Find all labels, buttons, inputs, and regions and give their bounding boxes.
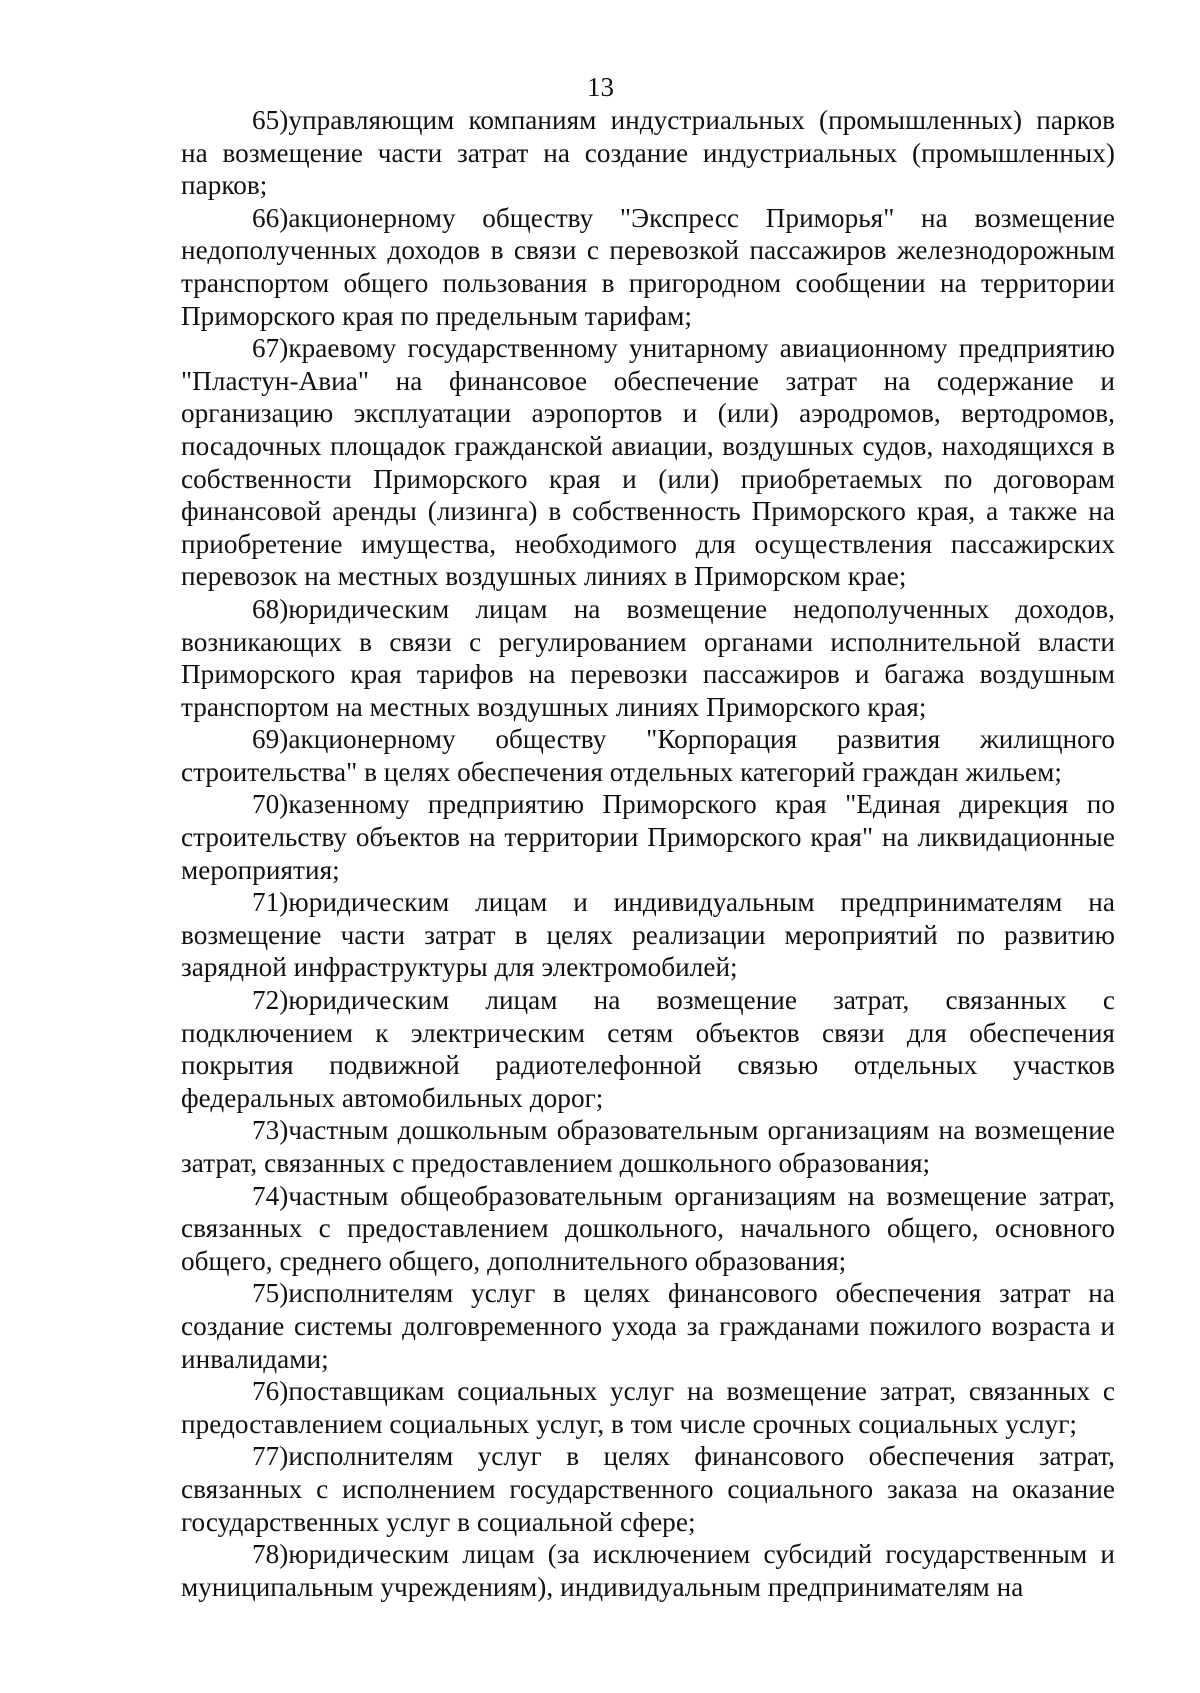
list-item-73: 73)частным дошкольным образовательным организациям на возмещение затрат, связанных с предоставлением дошкольного образования; — [181, 1115, 1115, 1178]
list-item-75: 75)исполнителям услуг в целях финансового обеспечения затрат на создание системы долговременного ухода за гражданами пожилого возраста и инвалидами; — [181, 1278, 1115, 1374]
list-item-65: 65)управляющим компаниям индустриальных (промышленных) парков на возмещение части затрат на создание индустриальных (промышленных) парков; — [181, 105, 1115, 201]
document-body — [181, 104, 1115, 1603]
page-number: 13 — [587, 72, 614, 102]
list-item-76: 76)поставщикам социальных услуг на возмещение затрат, связанных с предоставлением социальных услуг, в том числе срочных социальных услуг; — [181, 1376, 1115, 1439]
list-item-77: 77)исполнителям услуг в целях финансового обеспечения затрат, связанных с исполнением государственного социального заказа на оказание государственных услуг в социальной сфере; — [181, 1441, 1115, 1537]
list-item-69: 69)акционерному обществу "Корпорация развития жилищного строительства" в целях обеспечения отдельных категорий граждан жильем; — [181, 724, 1115, 787]
list-item-72: 72)юридическим лицам на возмещение затрат, связанных с подключением к электрическим сетям объектов связи для обеспечения покрытия подвижной радиотелефонной связью отдельных участков федеральных автомобильных дорог; — [181, 985, 1115, 1113]
list-item-78: 78)юридическим лицам (за исключением субсидий государственным и муниципальным учреждениям), индивидуальным предпринимателям на — [181, 1539, 1115, 1602]
list-item-74: 74)частным общеобразовательным организациям на возмещение затрат, связанных с предоставлением дошкольного, начального общего, основного общего, среднего общего, дополнительного образования; — [181, 1180, 1115, 1276]
list-item-68: 68)юридическим лицам на возмещение недополученных доходов, возникающих в связи с регулированием органами исполнительной власти Приморского края тарифов на перевозки пассажиров и багажа воздушным транспортом на местных воздушных линиях Приморского края; — [181, 593, 1115, 722]
list-item-66: 66)акционерному обществу "Экспресс Приморья" на возмещение недополученных доходов в связи с перевозкой пассажиров железнодорожным транспортом общего пользования в пригородном сообщении на территории Приморского края по предельным тарифам; — [181, 202, 1115, 331]
list-item-71: 71)юридическим лицам и индивидуальным предпринимателям на возмещение части затрат в целях реализации мероприятий по развитию зарядной инфраструктуры для электромобилей; — [181, 887, 1115, 983]
list-item-70: 70)казенному предприятию Приморского края "Единая дирекция по строительству объектов на территории Приморского края" на ликвидационные мероприятия; — [181, 789, 1115, 885]
list-item-67: 67)краевому государственному унитарному авиационному предприятию "Пластун-Авиа" на финансовое обеспечение затрат на содержание и организацию эксплуатации аэропортов и (или) аэродромов, вертодромов, посадочных площадок гражданской авиации, воздушных судов, находящихся в собственности Приморского края и (или) приобретаемых по договорам финансовой аренды (лизинга) в собственность Приморского края, а также на приобретение имущества, необходимого для осуществления пассажирских перевозок на местных воздушных линиях в Приморском крае; — [181, 333, 1115, 592]
